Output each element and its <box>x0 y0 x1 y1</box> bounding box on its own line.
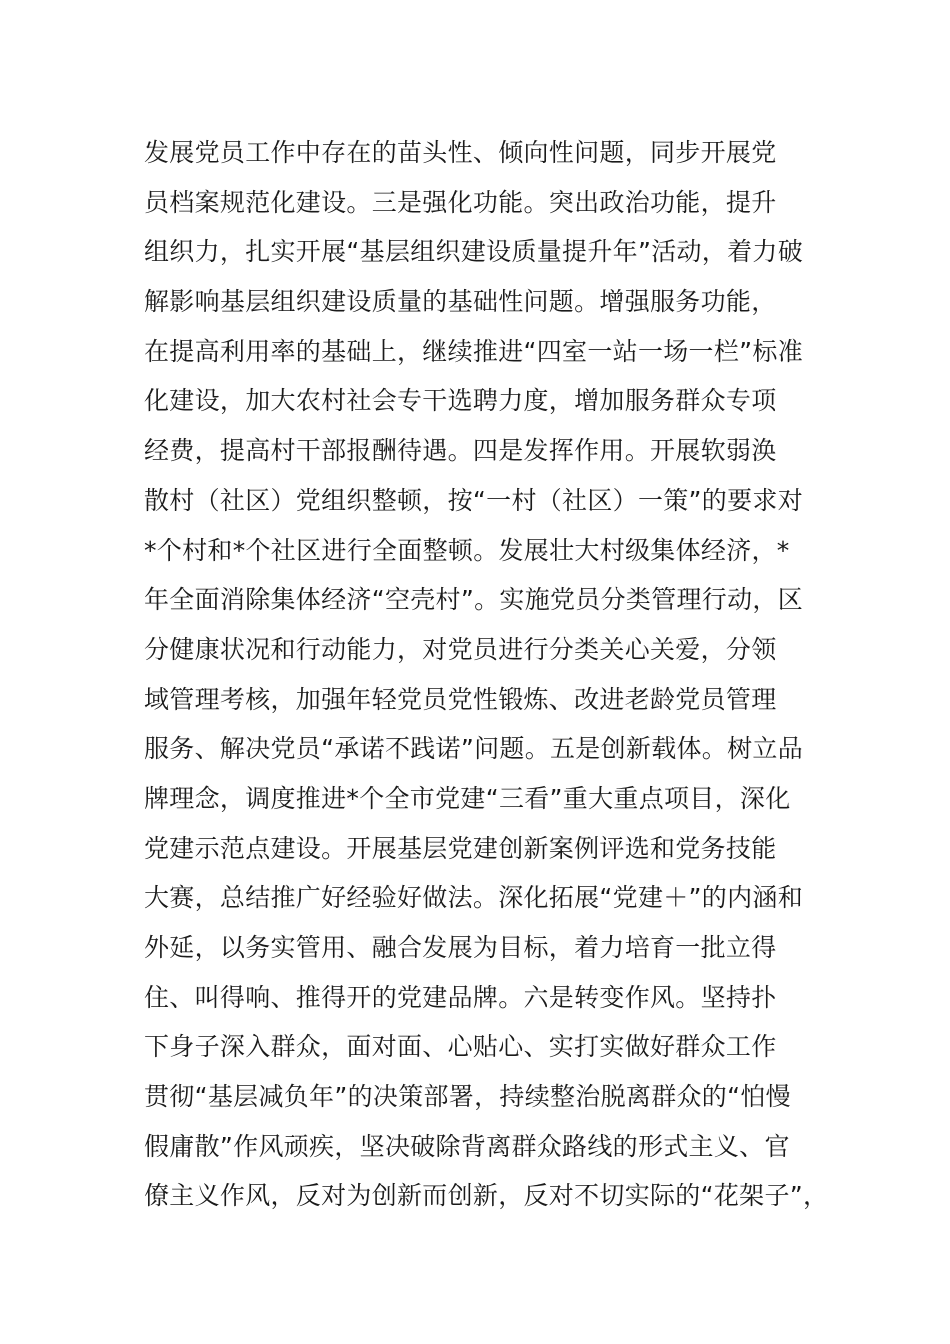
text-line: 年全面消除集体经济“空壳村”。实施党员分类管理行动，区 <box>144 585 804 615</box>
text-line: 化建设，加大农村社会专干选聘力度，增加服务群众专项 <box>144 386 777 416</box>
text-line: 僚主义作风，反对为创新而创新，反对不切实际的“花架子”， <box>144 1181 829 1211</box>
text-line: 党建示范点建设。开展基层党建创新案例评选和党务技能 <box>144 833 777 863</box>
text-line: 分健康状况和行动能力，对党员进行分类关心关爱，分领 <box>144 634 777 664</box>
text-line: 域管理考核，加强年轻党员党性锻炼、改进老龄党员管理 <box>144 684 777 714</box>
text-line: 外延，以务实管用、融合发展为目标，着力培育一批立得 <box>144 933 777 962</box>
text-line: 在提高利用率的基础上，继续推进“四室一站一场一栏”标准 <box>144 336 804 366</box>
text-line: 假庸散”作风顽疾，坚决破除背离群众路线的形式主义、官 <box>144 1131 790 1161</box>
text-line: 经费，提高村干部报酬待遇。四是发挥作用。开展软弱涣 <box>144 436 777 466</box>
body-paragraph <box>144 128 844 1221</box>
text-line: 下身子深入群众，面对面、心贴心、实打实做好群众工作 <box>144 1032 777 1062</box>
text-line: 员档案规范化建设。三是强化功能。突出政治功能，提升 <box>144 187 777 217</box>
text-line: 组织力，扎实开展“基层组织建设质量提升年”活动，着力破 <box>144 237 804 267</box>
text-line: 牌理念，调度推进*个全市党建“三看”重大重点项目，深化 <box>144 783 791 813</box>
text-line: 服务、解决党员“承诺不践诺”问题。五是创新载体。树立品 <box>144 734 804 764</box>
text-line: 发展党员工作中存在的苗头性、倾向性问题，同步开展党 <box>144 138 777 167</box>
text-line: 住、叫得响、推得开的党建品牌。六是转变作风。坚持扑 <box>144 982 777 1012</box>
text-line: 贯彻“基层减负年”的决策部署，持续整治脱离群众的“怕慢 <box>144 1082 791 1112</box>
text-line: 大赛，总结推广好经验好做法。深化拓展“党建＋”的内涵和 <box>144 883 804 913</box>
text-line: 解影响基层组织建设质量的基础性问题。增强服务功能， <box>144 287 777 317</box>
text-line: *个村和*个社区进行全面整顿。发展壮大村级集体经济，* <box>144 535 790 565</box>
text-line: 散村（社区）党组织整顿，按“一村（社区）一策”的要求对 <box>144 485 804 515</box>
